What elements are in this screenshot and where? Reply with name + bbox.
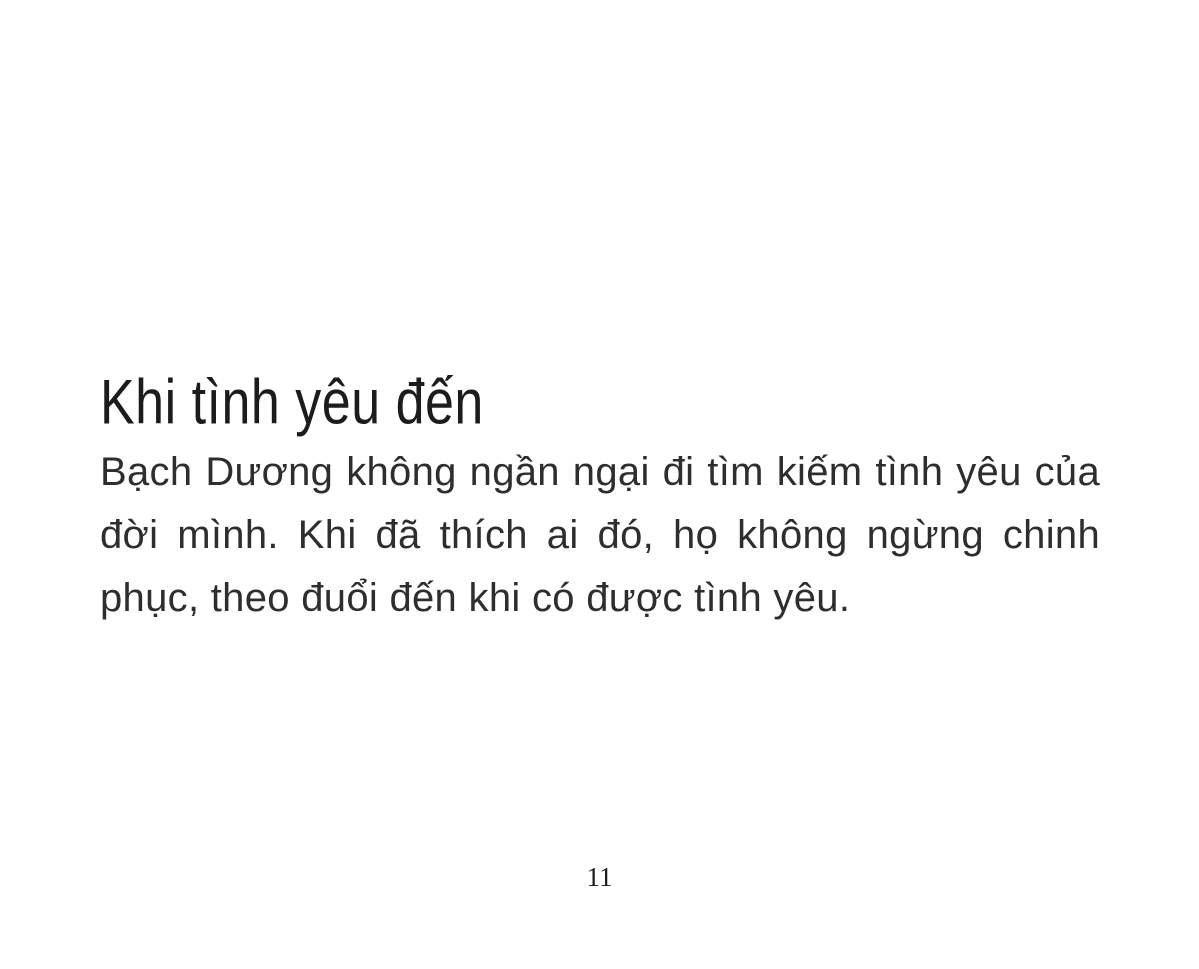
- page-number: 11: [586, 862, 613, 892]
- body-line-1: Bạch Dương không ngần ngại đi tìm kiếm tình yêu của: [100, 450, 1100, 494]
- body-line-3: phục, theo đuổi đến khi có được tình yêu.: [100, 576, 851, 620]
- section-heading: Khi tình yêu đến: [100, 367, 484, 438]
- body-line-2: đời mình. Khi đã thích ai đó, họ không ngừng chinh: [100, 513, 1100, 557]
- body-paragraph: [100, 441, 1100, 630]
